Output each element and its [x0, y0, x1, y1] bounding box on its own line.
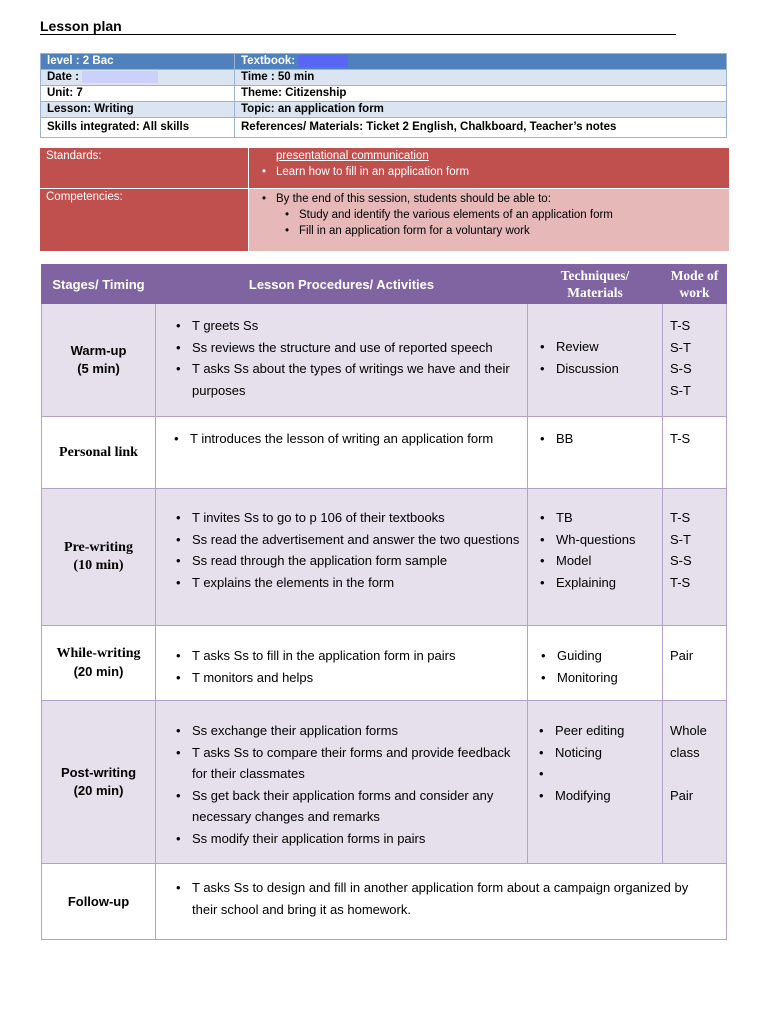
redacted-date	[82, 71, 158, 83]
procedure-item: • Ss exchange their application forms	[192, 720, 521, 742]
references-cell: References/ Materials: Ticket 2 English, Chalkboard, Teacher’s notes	[235, 118, 727, 138]
technique-item: • Wh-questions	[556, 529, 658, 551]
stage-cell	[42, 864, 156, 940]
skills-cell: Skills integrated: All skills	[41, 118, 235, 138]
mode-item: S-S	[670, 553, 692, 568]
procedures-table	[41, 264, 727, 940]
procedure-item: • Ss get back their application forms and consider any necessary changes and remarks	[192, 785, 521, 828]
table-row	[42, 864, 727, 940]
technique-item: • Peer editing	[555, 720, 658, 742]
info-row	[41, 70, 727, 86]
stage-timing: (5 min)	[77, 361, 120, 376]
date-label: Date :	[47, 71, 79, 83]
standards-list	[249, 164, 729, 180]
mode-item: T-S	[670, 431, 691, 446]
stage-name: Warm-up	[70, 343, 127, 358]
stage-name: Follow-up	[67, 893, 130, 909]
technique-item: • Model	[556, 550, 658, 572]
mode-item: S-S	[670, 361, 692, 376]
competencies-sublist	[249, 207, 729, 239]
level-cell: level : 2 Bac	[41, 54, 235, 70]
mode-item: S-T	[670, 531, 691, 547]
table-row	[42, 489, 727, 626]
lesson-cell: Lesson: Writing	[41, 102, 235, 118]
competency-item: • Fill in an application form for a voluntary work	[299, 223, 729, 239]
procedure-item: • T greets Ss	[192, 315, 521, 337]
procedure-item: • Ss reviews the structure and use of reported speech	[192, 337, 521, 359]
stage-name: Pre-writing	[64, 540, 133, 555]
title-underline	[40, 34, 676, 35]
stage-cell	[42, 489, 156, 626]
mode-cell	[663, 304, 727, 417]
topic-cell: Topic: an application form	[235, 102, 727, 118]
standards-row	[40, 148, 729, 189]
techniques-cell	[528, 417, 663, 489]
procedures-cell	[156, 417, 528, 489]
procedures-cell	[156, 304, 528, 417]
standards-label: Standards:	[40, 148, 249, 189]
mode-item: Pair	[670, 787, 694, 803]
mode-item: Whole	[670, 723, 707, 738]
table-row	[42, 626, 727, 701]
technique-item: • Review	[556, 336, 658, 358]
competency-item: • Study and identify the various elements of an application form	[299, 207, 729, 223]
competencies-label: Competencies:	[40, 189, 249, 252]
technique-item: • TB	[556, 507, 658, 529]
techniques-cell	[528, 489, 663, 626]
procedure-item: • Ss read through the application form sample	[192, 550, 521, 572]
standards-table	[40, 148, 729, 251]
procedure-item: • T introduces the lesson of writing an application form	[190, 428, 497, 450]
stage-timing: (20 min)	[73, 664, 124, 679]
procedure-item: • T explains the elements in the form	[192, 572, 521, 594]
mode-item: Pair	[670, 648, 694, 663]
mode-item: T-S	[670, 574, 691, 590]
mode-cell	[663, 701, 727, 864]
technique-item: • Noticing	[555, 742, 658, 764]
table-row	[42, 417, 727, 489]
technique-item: • Guiding	[557, 645, 658, 667]
procedures-cell	[156, 864, 727, 940]
date-cell	[41, 70, 235, 86]
procedure-item: • T asks Ss about the types of writings we have and their purposes	[192, 358, 521, 401]
textbook-label: Textbook:	[241, 55, 296, 67]
stage-cell	[42, 701, 156, 864]
techniques-header-line2: Materials	[567, 285, 623, 300]
techniques-cell	[528, 701, 663, 864]
mode-cell	[663, 489, 727, 626]
procedure-item: • Ss modify their application forms in pairs	[192, 828, 521, 850]
standards-value	[249, 148, 730, 189]
stages-header: Stages/ Timing	[42, 265, 156, 304]
mode-header-line2: work	[679, 285, 710, 300]
mode-cell	[663, 626, 727, 701]
mode-header-line1: Mode of	[670, 268, 719, 283]
techniques-header	[528, 265, 663, 304]
textbook-cell	[235, 54, 727, 70]
procedure-item: • T asks Ss to design and fill in another application form about a campaign organized by their school and bring it as homework.	[192, 877, 716, 920]
stage-timing: (20 min)	[73, 783, 124, 798]
lesson-info-table	[40, 53, 727, 138]
mode-cell	[663, 417, 727, 489]
time-cell: Time : 50 min	[235, 70, 727, 86]
stage-name: Personal link	[59, 444, 138, 460]
info-row	[41, 86, 727, 102]
competencies-intro: • By the end of this session, students should be able to:	[276, 191, 729, 207]
technique-item: • Monitoring	[557, 667, 658, 689]
procedures-cell	[156, 489, 528, 626]
standards-item: • Learn how to fill in an application form	[276, 164, 729, 180]
stage-name: Post-writing	[60, 765, 137, 780]
competencies-row	[40, 189, 729, 252]
procedures-cell	[156, 626, 528, 701]
page-title: Lesson plan	[40, 18, 122, 34]
mode-item: T-S	[670, 318, 691, 333]
stage-cell	[42, 626, 156, 701]
procedure-item: • Ss read the advertisement and answer the two questions	[192, 529, 521, 551]
mode-header	[663, 265, 727, 304]
table-row	[42, 304, 727, 417]
stage-cell	[42, 304, 156, 417]
procedures-cell	[156, 701, 528, 864]
technique-item: • Discussion	[556, 358, 658, 380]
mode-spacer	[670, 763, 726, 785]
theme-cell: Theme: Citizenship	[235, 86, 727, 102]
stage-name: While-writing	[56, 646, 141, 661]
competencies-value	[249, 189, 730, 252]
techniques-header-line1: Techniques/	[560, 268, 630, 283]
stage-timing: (10 min)	[73, 558, 124, 573]
procedures-header: Lesson Procedures/ Activities	[156, 265, 528, 304]
header-row	[42, 265, 727, 304]
technique-item: • BB	[556, 428, 658, 450]
technique-spacer	[555, 763, 658, 785]
procedure-item: • T asks Ss to fill in the application form in pairs	[192, 645, 521, 667]
techniques-cell	[528, 304, 663, 417]
technique-item: • Modifying	[555, 785, 658, 807]
info-row	[41, 102, 727, 118]
technique-item: • Explaining	[556, 572, 658, 594]
procedure-item: • T asks Ss to compare their forms and provide feedback for their classmates	[192, 742, 521, 785]
mode-item: S-T	[670, 382, 691, 398]
info-row	[41, 118, 727, 138]
procedure-item: • T monitors and helps	[192, 667, 521, 689]
standards-heading: presentational communication	[276, 150, 429, 162]
mode-item: S-T	[670, 339, 691, 355]
procedure-item: • T invites Ss to go to p 106 of their textbooks	[192, 507, 521, 529]
info-row	[41, 54, 727, 70]
techniques-cell	[528, 626, 663, 701]
mode-item: T-S	[670, 510, 691, 525]
table-row	[42, 701, 727, 864]
mode-item: class	[670, 744, 700, 760]
stage-cell	[42, 417, 156, 489]
unit-cell: Unit: 7	[41, 86, 235, 102]
competencies-list	[249, 189, 729, 207]
redacted-textbook	[298, 55, 348, 67]
